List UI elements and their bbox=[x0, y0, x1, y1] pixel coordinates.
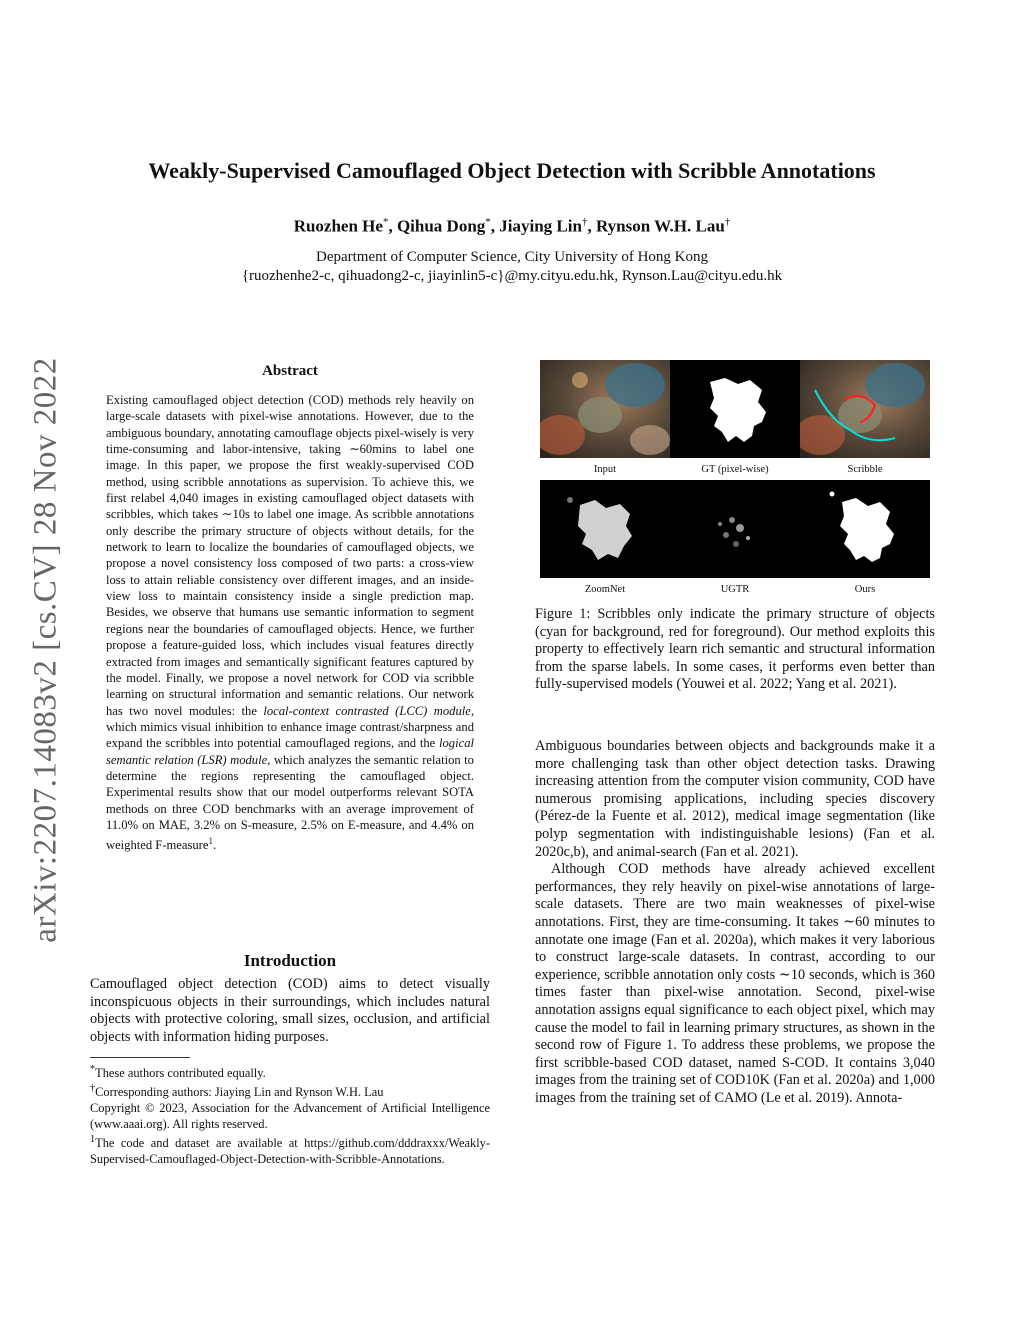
abstract-heading: Abstract bbox=[262, 363, 318, 379]
arxiv-sidebar bbox=[20, 340, 72, 960]
paper-title: Weakly-Supervised Camouflaged Object Detection with Scribble Annotations bbox=[148, 158, 876, 183]
footnote-mark: † bbox=[90, 1083, 96, 1095]
figure-caption: Figure 1: Scribbles only indicate the primary structure of objects (cyan for background, red for foreground). Our method exploits this property to effectively learn rich semantic and structural information from the sparse labels. In some cases, it performs even better than fully-supervised models (Youwei et al. 2022; Yang et al. 2021). bbox=[535, 606, 935, 693]
abstract-part: , which analyzes the semantic relation to determine the regions representing the camouflaged object. Experimental results show that our model outperforms relevant SOTA methods on three COD benchmarks with an average improvement of 11.0% on MAE, 3.2% on S-measure, 2.5% on E-measure, and 4.4% on weighted F-measure bbox=[106, 752, 474, 853]
abstract-part: Existing camouflaged object detection (COD) methods rely heavily on large-scale datasets with pixel-wise annotations. However, due to the ambiguous boundary, annotating camouflage objects pixel-wisely is very time-consuming and labor-intensive, taking ∼60mins to label one image. In this paper, we propose the first weakly-supervised COD method, using scribble annotations as supervision. To achieve this, we first relabel 4,040 images in existing camouflaged object datasets with scribbles, which takes ∼10s to label one image. As scribble annotations only describe the primary structure of objects without details, for the network to learn to localize the boundaries of camouflaged objects, we propose a novel consistency loss composed of two parts: a cross-view loss to attain reliable consistency over different images, and an inside-view loss to maintain consistency inside a single prediction map. Besides, we observe that humans use semantic information to segment regions near the boundaries of camouflaged objects. Hence, we further propose a feature-guided loss, which includes visual features directly extracted from images and semantically significant features captured by the model. Finally, we propose a novel network for COD via scribble learning on structural information and semantic relations. Our network has two novel modules: the bbox=[106, 393, 474, 718]
author-name: Qihua Dong bbox=[396, 216, 486, 236]
coral-photo-image bbox=[540, 360, 670, 458]
author-name: Jiaying Lin bbox=[499, 216, 582, 236]
abstract-part: , which mimics visual inhibition to enhance image contrast/sharpness and expand the scribbles into potential camouflaged regions, and the bbox=[106, 703, 474, 751]
lcc-module-name: local-context contrasted (LCC) module bbox=[263, 703, 471, 718]
author-list: Ruozhen He*, Qihua Dong*, Jiaying Lin†, Rynson W.H. Lau† bbox=[293, 216, 731, 236]
footnote-text: Corresponding authors: Jiaying Lin and Rynson W.H. Lau bbox=[95, 1085, 384, 1100]
figure-1 bbox=[535, 358, 935, 598]
author-mark: † bbox=[724, 216, 731, 228]
zoomnet-mask-shape bbox=[540, 480, 670, 578]
abstract-part: . bbox=[212, 838, 217, 853]
author-mark: * bbox=[382, 216, 389, 228]
footnote bbox=[90, 1132, 490, 1167]
footnote-text: The code and dataset are available at https://github.com/dddraxxx/Weakly-Supervised-Camouflaged-Object-Detection-with-Scribble-Annotations. bbox=[90, 1136, 490, 1167]
paragraph: Although COD methods have already achieved excellent performances, they rely heavily on pixel-wise annotations of large-scale datasets. There are two main weaknesses of pixel-wise annotations. First, they are time-consuming. It takes ∼60 minutes to annotate one image (Fan et al. 2020a), which makes it very laborious to construct large-scale datasets. In contrast, according to our experience, scribble annotation only costs ∼10 seconds, which is 360 times faster than pixel-wise annotation. Second, pixel-wise annotation assigns equal significance to each object pixel, which may cause the model to fail in learning primary structures, as shown in the second row of Figure 1. To address these problems, we propose the first scribble-based COD dataset, named S-COD. It contains 3,040 images from the training set of COD10K (Fan et al. 2020a) and 1,000 images from the training set of CAMO (Le et al. 2019). Annota- bbox=[535, 861, 935, 1106]
gt-mask-image bbox=[670, 360, 800, 458]
ours-mask-shape bbox=[800, 480, 930, 578]
label-ours: Ours bbox=[854, 584, 876, 595]
zoomnet-result-image bbox=[540, 480, 670, 578]
label-scribble: Scribble bbox=[847, 464, 883, 475]
author-name: Ruozhen He bbox=[293, 216, 383, 236]
footnotes bbox=[90, 1062, 490, 1167]
scribble-image bbox=[800, 360, 930, 458]
introduction-heading: Introduction bbox=[243, 951, 337, 970]
paragraph: Ambiguous boundaries between objects and backgrounds make it a more challenging task than other object detection tasks. Drawing increasing attention from the computer vision community, COD have numerous promising applications, including species discovery (Pérez-de la Fuente et al. 2012), medical image segmentation (like polyp segmentation with indistinguishable lesions) (Fan et al. 2020c,b), and animal-search (Fan et al. 2021). bbox=[535, 738, 935, 860]
scribble-overlay-image bbox=[800, 360, 930, 458]
footnote-ref: 1 bbox=[208, 836, 213, 847]
label-ugtr: UGTR bbox=[720, 584, 750, 595]
author-name: Rynson W.H. Lau bbox=[595, 216, 725, 236]
footnote bbox=[90, 1081, 490, 1100]
introduction-text: Camouflaged object detection (COD) aims to detect visually inconspicuous objects in their surroundings, which includes natural objects with protective coloring, small sizes, occlusion, and artificial objects with information hiding purposes. bbox=[90, 976, 490, 1045]
footnote bbox=[90, 1062, 490, 1081]
ugtr-mask-shape bbox=[670, 480, 800, 578]
label-input: Input bbox=[593, 464, 617, 475]
footnote-text: These authors contributed equally. bbox=[95, 1066, 266, 1081]
object-mask-shape bbox=[670, 360, 800, 458]
arxiv-identifier: arXiv:2207.14083v2 [cs.CV] 28 Nov 2022 bbox=[27, 357, 64, 943]
affiliation: Department of Computer Science, City University of Hong Kong bbox=[315, 249, 708, 265]
ugtr-result-image bbox=[670, 480, 800, 578]
lsr-module-name: logical semantic relation (LSR) module bbox=[106, 736, 474, 767]
ours-result-image bbox=[800, 480, 930, 578]
label-gt: GT (pixel-wise) bbox=[701, 464, 769, 475]
right-column-body bbox=[535, 738, 935, 1107]
author-mark: * bbox=[485, 216, 491, 228]
footnote-mark: * bbox=[90, 1064, 96, 1075]
abstract-text bbox=[106, 392, 474, 854]
author-mark: † bbox=[581, 216, 588, 228]
label-zoomnet: ZoomNet bbox=[584, 584, 626, 595]
input-image bbox=[540, 360, 670, 458]
author-emails: {ruozhenhe2-c, qihuadong2-c, jiayinlin5-c}@my.cityu.edu.hk, Rynson.Lau@cityu.edu.hk bbox=[241, 268, 783, 284]
copyright-notice: Copyright © 2023, Association for the Advancement of Artificial Intelligence (www.aaai.org). All rights reserved. bbox=[90, 1101, 490, 1132]
footnote-mark: 1 bbox=[90, 1134, 96, 1146]
footnote-divider bbox=[90, 1057, 190, 1058]
